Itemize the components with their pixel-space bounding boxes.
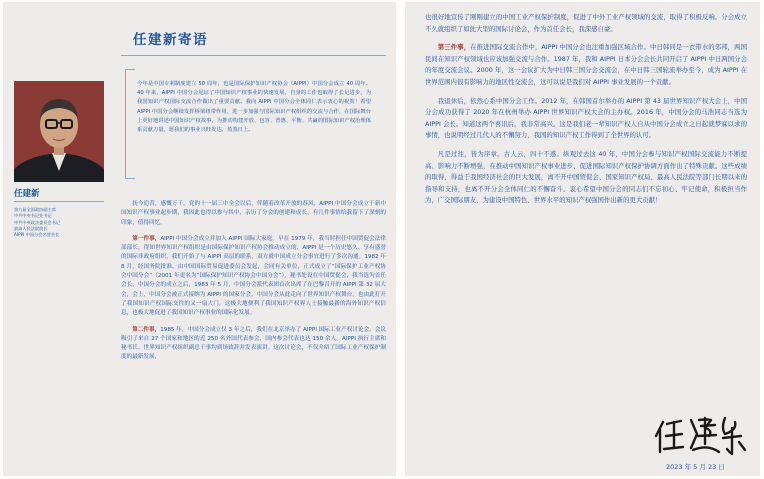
section-3-paragraph [425, 42, 747, 88]
section-3-heading: 第三件事， [437, 43, 471, 52]
section-1-text: AIPPI 中国分会成立并加入 AIPPI 国际大家庭。早在 1979 年，我当时担任中国贸促会法律部部长，得知世界知识产权组织是由国际保护知识产权协会推动成立的，AIPPI 是一个历史悠久、享有盛誉的国际非政府组织，我们开始了与 AIPPI 高层的联系，双方就中国成立分会事宜进行了多次沟通。1982 年 8 月，经国务院批准，由中国国际贸易促进委员会发起，会同有关单位，正式成立了“国际保护工业产权协会中国分会”（2001 年更名为“国际保护知识产权协会中国分会”），秘书处设在中国贸促会，我当选为首任会长。中国分会的成立之后，1983 年 5 月，中国分会派代表团首次出席了在巴黎召开的 AIPPI 第 32 届大会，会上，中国分会被正式接纳为 AIPPI 的国家分会。中国分会从此走向了世界知识产权舞台，也由此打开了我国知识产权国际交往的又一扇大门。这极大地便利了我国知识产权界人士接触最新的海外知识产权信息，也极大地促进了我国知识产权事业的国际化发展。 [121, 235, 386, 317]
quote-box [125, 69, 376, 179]
author-title-line: 最高人民法院院长 [14, 225, 48, 231]
retirement-paragraph: 我退休后，依然心系中国分会工作。2012 年，在韩国首尔举办的 AIPPI 第 43 届世界知识产权大会上，中国分会成功获得了 2020 年在杭州举办 AIPPI 世界知识产权大会的主办权。2016 年，中国分会的马浩同志当选为 AIPPI 会长。知道这两个喜讯后，我非常高兴。这是我们老一辈知识产权人自从中国分会成立之日起就梦寐以求的事情，也说明经过几代人的不懈努力，我国的知识产权工作得到了全世界的认可。 [425, 96, 747, 140]
left-page [3, 2, 396, 476]
closing-paragraph: 凡是过往，皆为序章。古人云，四十不惑。纵观过去这 40 年，中国分会参与知识产权国际交流能力不断提高、影响力不断增强，在推动中国知识产权事业进步、促进国际知识产权保护协调方面作出了特殊贡献。这些成绩的取得，得益于我国经济社会的巨大发展，离不开中国贸促会、国家知识产权局、最高人民法院等部门长期以来的指导和支持，也离不开分会全体同仁的不懈奋斗。衷心希望中国分会的同志们不忘初心、牢记使命，积极担当作为，广交国际朋友，为建设中国特色、世界水平的知识产权强国作出新的更大贡献！ [425, 149, 747, 205]
section-1-paragraph [121, 235, 386, 319]
continued-paragraph: 也很好地宣传了刚刚建立的中国工业产权保护制度，促进了中外工业产权领域的交流，取得了积极反响。分会成立不久就组织了如此大型的国际讨论会，作为首任会长，我深感自豪。 [425, 13, 747, 33]
title-divider [121, 55, 386, 56]
letter-date: 2023 年 5 月 23 日 [666, 463, 725, 471]
signature-image [653, 414, 748, 456]
author-name: 任建新 [14, 189, 40, 199]
author-title-line: 中共中央书记处书记 [14, 213, 52, 219]
quote-border-top [125, 69, 135, 70]
quote-text: 今年是中国专利制度建立 50 周年，也是国际保护知识产权协会（AIPPI）中国分会成立 40 周年。40 年来，AIPPI 中国分会见证了中国知识产权事业的快速发展，自身的工作也取得了长足进步，为我国知识产权国际交流合作做出了重要贡献。我向 AIPPI 中国分会全体同仁表示衷心的祝贺！希望 AIPPI 中国分会继续发挥桥梁纽带作用，进一步加强与国际知识产权组织的交流与合作，在国际舞台上更好地讲述中国知识产权故事，为推动构建开放、包容、普惠、平衡、共赢的国际知识产权治理体系贡献力量，愿我们的事业兴旺发达，蒸蒸日上。 [137, 81, 371, 134]
quote-border [125, 69, 126, 179]
body-text-left [121, 200, 386, 370]
handwritten-signature [653, 414, 748, 456]
quote-border-bottom [125, 178, 135, 179]
author-divider [14, 201, 104, 202]
author-title-line: 中共中央政法委员会书记 [14, 219, 61, 225]
author-titles [14, 207, 114, 238]
author-title-line: AIPPI 中国分会名誉会长 [14, 232, 60, 238]
portrait-image [14, 81, 104, 182]
section-1-heading: 第一件事， [132, 235, 161, 242]
body-text-right [425, 12, 747, 214]
page-title: 任建新寄语 [133, 32, 208, 48]
section-3-text: 在推进国际交流合作中，AIPPI 中国分会也注重加强区域合作。中日韩同是一衣带水的邻邦，两国民间在知识产权领域也应该加强交流与合作。1987 年，我和 AIPPI 日本分会会长共同开启了 AIPPI 中日两国分会的年度交流会议。2000 年，这一会议扩大为中日韩三国分会交流会，在中日韩三国轮流举办至今，成为 AIPPI 在世界范围内很有影响力的地区性交流会，这可以说是我们对 AIPPI 事业发展的一个贡献。 [425, 43, 747, 86]
author-title-line: 第九届全国政协副主席 [14, 207, 56, 212]
section-2-paragraph [121, 326, 386, 363]
author-portrait [14, 81, 104, 182]
intro-paragraph: 抚今追昔，感慨万千。党的十一届三中全会以后，伴随着改革开放的春风，AIPPI 中国分会成立于新中国知识产权事业起步期，我因此也得以参与其中，亲历了分会的创建和成长，有几件事情给我留下了深刻的印象，值得回忆。 [121, 201, 386, 226]
right-page [405, 2, 760, 476]
section-2-text: 1985 年，中国分会成立仅 3 年之后，我们在北京举办了 AIPPI 国际工业产权讨论会。会议吸引了来自 27 个国家和地区的近 250 名外国代表参会，国内参会代表也达 150 余人。AIPPI 执行主席和秘书长、世界知识产权组织副总干事均到场致辞并发表演讲。这次讨论会，不仅介绍了国际工业产权保护制度的最新发展， [121, 326, 386, 361]
section-2-heading: 第二件事， [132, 326, 161, 333]
